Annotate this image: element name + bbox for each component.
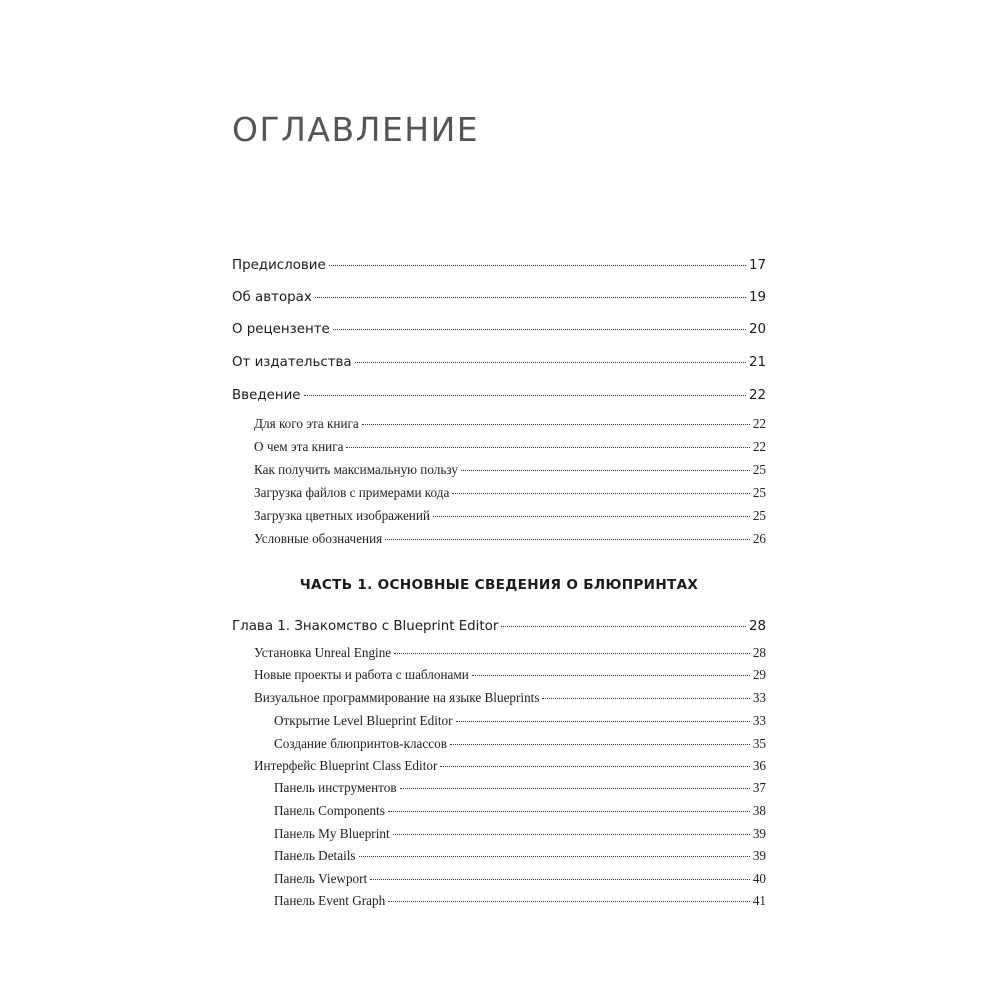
toc-subsubentry [274,736,766,752]
toc-entry-label: Загрузка файлов с примерами кода [254,485,450,500]
toc-subsubentry [274,848,766,864]
dot-leader [433,516,750,517]
toc-subentry [254,645,766,661]
toc-page-number: 39 [752,826,766,841]
dot-leader [456,721,750,722]
dot-leader [452,493,749,494]
toc-page-number: 25 [752,485,766,500]
toc-page-number: 25 [752,462,766,477]
toc-entry-label: От издательства [232,355,352,370]
toc-subentry [254,690,766,706]
dot-leader [393,834,750,835]
toc-entry-label: Установка Unreal Engine [254,645,392,660]
toc-entry-label: Панель My Blueprint [274,826,390,841]
toc-page-number: 35 [752,736,766,751]
toc-page-number: 17 [748,258,766,273]
toc-page-number: 29 [752,667,766,682]
toc-subsubentry [274,803,766,819]
toc-subsubentry [274,713,766,729]
toc-entry-label: Как получить максимальную пользу [254,462,458,477]
dot-leader [461,470,750,471]
toc-page-number: 37 [752,780,766,795]
toc-page-number: 41 [752,893,766,908]
toc-page-number: 40 [752,871,766,886]
toc-subsubentry [274,826,766,842]
toc-entry-label: Глава 1. Знакомство с Blueprint Editor [232,619,499,634]
toc-entry-label: Панель Details [274,848,356,863]
toc-page-number: 22 [748,388,766,403]
toc-subentry [254,667,766,683]
dot-leader [542,698,749,699]
toc-entry-label: Открытие Level Blueprint Editor [274,713,453,728]
toc-entry-label: Панель Event Graph [274,893,386,908]
toc-subentry [254,462,766,478]
dot-leader [394,653,750,654]
dot-leader [315,297,746,298]
toc-page-number: 26 [752,531,766,546]
toc-entry-label: О чем эта книга [254,439,344,454]
dot-leader [333,329,746,330]
toc-entry-label: Панель Components [274,803,385,818]
toc-page-number: 21 [748,355,766,370]
toc-entry-label: Новые проекты и работа с шаблонами [254,667,469,682]
page-title: ОГЛАВЛЕНИЕ [232,110,480,149]
toc-entry-label: Для кого эта книга [254,416,359,431]
toc-subentry [254,758,766,774]
dot-leader [355,362,746,363]
toc-entry-chapter-1 [232,619,766,634]
toc-page-number: 20 [748,322,766,337]
toc-page-number: 28 [752,645,766,660]
toc-entry-label: Панель Viewport [274,871,368,886]
dot-leader [359,856,750,857]
toc-entry-label: Загрузка цветных изображений [254,508,430,523]
dot-leader [346,447,749,448]
toc-page-number: 25 [752,508,766,523]
toc-page-number: 22 [752,416,766,431]
dot-leader [304,395,746,396]
toc-entry-reviewer [232,322,766,337]
toc-subentry [254,439,766,455]
toc-page-number: 33 [752,690,766,705]
toc-entry-label: Создание блюпринтов-классов [274,736,447,751]
toc-entry-label: О рецензенте [232,322,330,337]
toc-subentry [254,416,766,432]
toc-entry-label: Предисловие [232,258,326,273]
dot-leader [440,766,749,767]
dot-leader [385,539,750,540]
toc-page-number: 36 [752,758,766,773]
toc-subsubentry [274,780,766,796]
part-heading: ЧАСТЬ 1. ОСНОВНЫЕ СВЕДЕНИЯ О БЛЮПРИНТАХ [299,577,699,593]
dot-leader [472,675,750,676]
toc-entry-label: Условные обозначения [254,531,383,546]
dot-leader [370,879,750,880]
toc-entry-label: Визуальное программирование на языке Blueprints [254,690,540,705]
toc-entry-label: Интерфейс Blueprint Class Editor [254,758,438,773]
dot-leader [362,424,750,425]
dot-leader [501,626,746,627]
dot-leader [388,811,750,812]
toc-subsubentry [274,893,766,909]
toc-page-number: 28 [748,619,766,634]
toc-entry-publisher [232,355,766,370]
toc-entry-preface [232,258,766,273]
toc-subsubentry [274,871,766,887]
dot-leader [388,901,750,902]
dot-leader [400,788,750,789]
toc-entry-label: Панель инструментов [274,780,397,795]
toc-page-number: 22 [752,439,766,454]
dot-leader [450,744,750,745]
toc-subentry [254,508,766,524]
dot-leader [329,265,746,266]
toc-page-number: 33 [752,713,766,728]
toc-page-number: 38 [752,803,766,818]
toc-page-number: 19 [748,290,766,305]
toc-entry-authors [232,290,766,305]
toc-page-number: 39 [752,848,766,863]
toc-entry-label: Об авторах [232,290,312,305]
toc-entry-introduction [232,388,766,403]
toc-entry-label: Введение [232,388,301,403]
toc-subentry [254,531,766,547]
toc-subentry [254,485,766,501]
